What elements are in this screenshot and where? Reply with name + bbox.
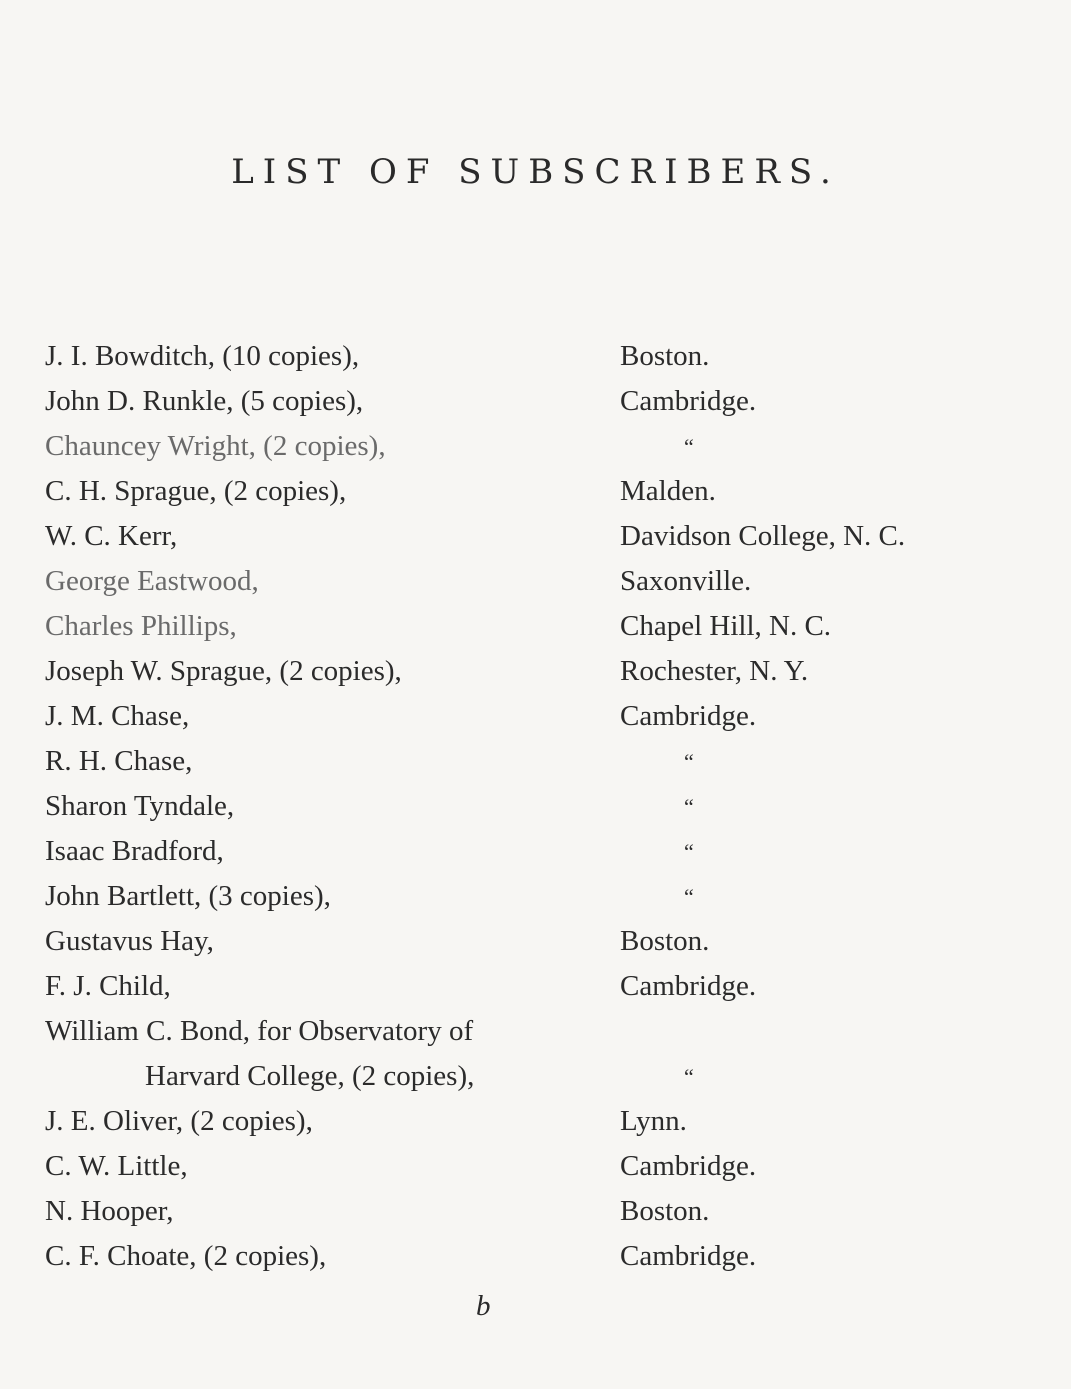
- list-item: [0, 1234, 1071, 1279]
- list-item: [0, 739, 1071, 784]
- subscriber-name: Charles Phillips,: [45, 610, 237, 642]
- list-item: [0, 604, 1071, 649]
- list-item: [0, 1099, 1071, 1144]
- subscriber-name: J. I. Bowditch, (10 copies),: [45, 340, 360, 372]
- list-item: [0, 919, 1071, 964]
- list-item: [0, 1009, 1071, 1054]
- subscriber-place: Saxonville.: [620, 565, 752, 597]
- list-item: [0, 469, 1071, 514]
- list-item: [0, 334, 1071, 379]
- subscriber-name: J. E. Oliver, (2 copies),: [45, 1105, 313, 1137]
- list-item: [0, 784, 1071, 829]
- subscriber-name: Gustavus Hay,: [45, 925, 214, 957]
- subscriber-place: Cambridge.: [620, 1240, 757, 1272]
- subscriber-name: Joseph W. Sprague, (2 copies),: [45, 655, 402, 687]
- subscriber-place: Malden.: [620, 475, 716, 507]
- subscriber-name: Chauncey Wright, (2 copies),: [45, 430, 386, 462]
- subscriber-name: C. F. Choate, (2 copies),: [45, 1240, 327, 1272]
- list-item: [0, 1054, 1071, 1099]
- ditto-mark: “: [684, 884, 694, 909]
- list-item: [0, 694, 1071, 739]
- subscriber-place: Boston.: [620, 1195, 710, 1227]
- subscriber-place: Cambridge.: [620, 700, 757, 732]
- signature-mark: b: [476, 1290, 491, 1322]
- list-item: [0, 1189, 1071, 1234]
- list-item: [0, 514, 1071, 559]
- ditto-mark: “: [684, 794, 694, 819]
- subscriber-place: Rochester, N. Y.: [620, 655, 809, 687]
- subscriber-name: C. W. Little,: [45, 1150, 188, 1182]
- ditto-mark: “: [684, 839, 694, 864]
- subscriber-place: Davidson College, N. C.: [620, 520, 906, 552]
- subscriber-name: R. H. Chase,: [45, 745, 193, 777]
- ditto-mark: “: [684, 749, 694, 774]
- list-item: [0, 964, 1071, 1009]
- subscriber-name: John D. Runkle, (5 copies),: [45, 385, 364, 417]
- subscriber-place: Cambridge.: [620, 970, 757, 1002]
- list-item: [0, 649, 1071, 694]
- subscriber-place: Cambridge.: [620, 385, 757, 417]
- subscriber-list: [0, 334, 1071, 1279]
- list-item: [0, 424, 1071, 469]
- subscriber-name: George Eastwood,: [45, 565, 259, 597]
- subscriber-place: Boston.: [620, 340, 710, 372]
- subscriber-name: N. Hooper,: [45, 1195, 174, 1227]
- subscriber-name: F. J. Child,: [45, 970, 171, 1002]
- subscriber-name-continuation: Harvard College, (2 copies),: [145, 1060, 475, 1092]
- subscriber-name: John Bartlett, (3 copies),: [45, 880, 331, 912]
- list-item: [0, 559, 1071, 604]
- subscriber-name: Sharon Tyndale,: [45, 790, 235, 822]
- subscriber-name: W. C. Kerr,: [45, 520, 178, 552]
- subscriber-place: Boston.: [620, 925, 710, 957]
- list-item: [0, 379, 1071, 424]
- list-item: [0, 874, 1071, 919]
- ditto-mark: “: [684, 1064, 694, 1089]
- subscriber-name: William C. Bond, for Observatory of: [45, 1015, 474, 1047]
- subscriber-name: J. M. Chase,: [45, 700, 190, 732]
- subscriber-place: Chapel Hill, N. C.: [620, 610, 832, 642]
- subscriber-name: Isaac Bradford,: [45, 835, 224, 867]
- page-title: LIST OF SUBSCRIBERS.: [231, 152, 840, 192]
- subscriber-place: Cambridge.: [620, 1150, 757, 1182]
- subscriber-name: C. H. Sprague, (2 copies),: [45, 475, 347, 507]
- list-item: [0, 829, 1071, 874]
- list-item: [0, 1144, 1071, 1189]
- ditto-mark: “: [684, 434, 694, 459]
- subscriber-place: Lynn.: [620, 1105, 687, 1137]
